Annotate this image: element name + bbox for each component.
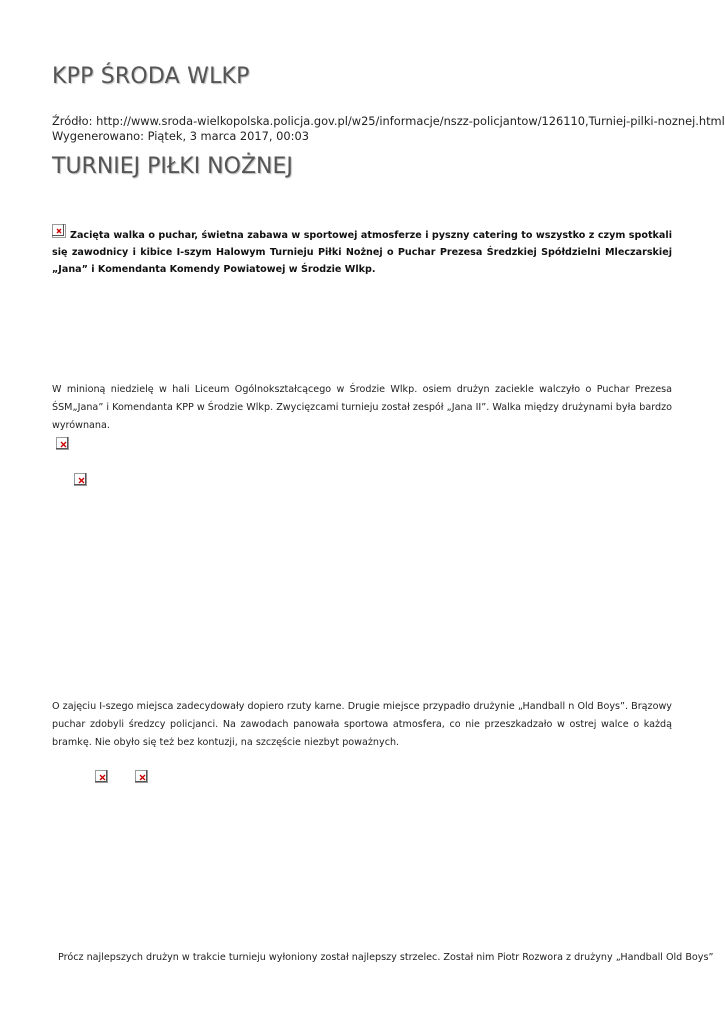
broken-image-icon: [95, 770, 108, 783]
paragraph-3: Prócz najlepszych drużyn w trakcie turnieju wyłoniony został najlepszy strzelec. Został nim Piotr Rozwora z drużyny „Handball Old Boys”: [58, 952, 714, 963]
paragraph-1: W minioną niedzielę w hali Liceum Ogólnokształcącego w Środzie Wlkp. osiem drużyn zaciekle walczyło o Puchar Prezesa ŚSM„Jana” i Komendanta KPP w Środzie Wlkp. Zwycięzcami turnieju został zespół „Jana II”. Walka między drużynami była bardzo wyrównana.: [52, 384, 672, 431]
paragraph-2: O zajęciu I-szego miejsca zadecydowały dopiero rzuty karne. Drugie miejsce przypadło drużynie „Handball n Old Boys”. Brązowy puchar zdobyli średzcy policjanci. Na zawodach panowała sportowa atmosfera, co nie przeszkadzało w ostrej walce o każdą bramkę. Nie obyło się też bez kontuzji, na szczęście niezbyt poważnych.: [52, 701, 672, 748]
broken-image-icon: [52, 224, 66, 238]
broken-image-icon: [74, 473, 87, 486]
article-title: TURNIEJ PIŁKI NOŻNEJ: [52, 154, 293, 179]
source-meta: [52, 114, 725, 144]
generated-date: Wygenerowano: Piątek, 3 marca 2017, 00:03: [52, 129, 309, 143]
article-lead: [52, 224, 672, 278]
source-url[interactable]: Źródło: http://www.sroda-wielkopolska.policja.gov.pl/w25/informacje/nszz-policjantow/126110,Turniej-pilki-noznej.html: [52, 114, 725, 128]
broken-image-icon: [56, 437, 69, 450]
lead-text: Zacięta walka o puchar, świetna zabawa w sportowej atmosferze i pyszny catering to wszystko z czym spotkali się zawodnicy i kibice I-szym Halowym Turnieju Piłki Nożnej o Puchar Prezesa Średzkiej Spółdzielni Mleczarskiej „Jana” i Komendanta Komendy Powiatowej w Środzie Wlkp.: [52, 230, 672, 275]
site-title: KPP ŚRODA WLKP: [52, 64, 250, 89]
broken-image-icon: [135, 770, 148, 783]
